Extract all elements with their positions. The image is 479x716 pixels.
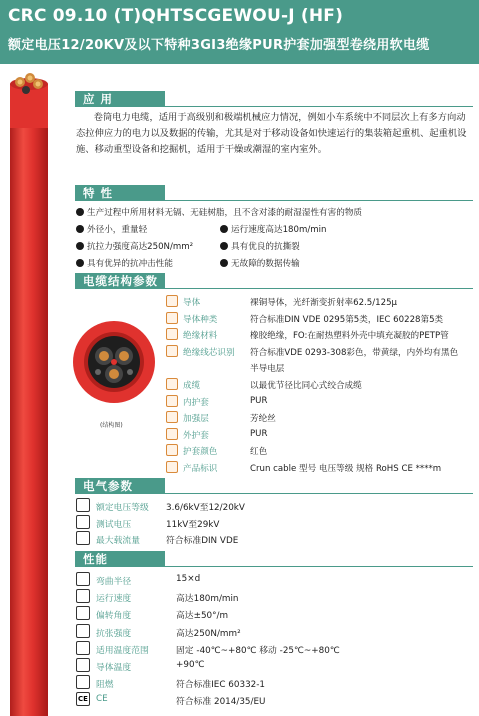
spec-label: 绝缘材料	[183, 331, 218, 342]
divider	[75, 200, 473, 201]
test-voltage-icon	[76, 515, 90, 529]
marking-icon	[166, 461, 178, 473]
speed-icon	[76, 589, 90, 603]
spec-label: 运行速度	[96, 594, 132, 605]
spec-value: PUR	[250, 395, 268, 406]
cross-section-diagram	[72, 320, 156, 404]
spec-label: 产品标识	[183, 464, 218, 474]
spec-value: 高达250N/mm²	[176, 628, 241, 639]
bullet-icon	[76, 242, 84, 250]
bullet-icon	[76, 208, 84, 216]
cable-illustration	[6, 64, 52, 716]
diagram-caption: (结构图)	[100, 422, 123, 429]
divider	[75, 288, 473, 289]
spec-label: 额定电压等级	[96, 503, 149, 513]
spec-label: 绝缘线芯识别	[183, 347, 235, 358]
feature-item: 抗拉力强度高达250N/mm²	[76, 240, 193, 252]
header-banner	[0, 0, 479, 64]
torsion-icon	[76, 606, 90, 620]
section-electrical: 电气参数	[75, 478, 165, 494]
divider	[75, 106, 473, 107]
current-capacity-icon	[76, 531, 90, 545]
spec-label: 测试电压	[96, 519, 132, 530]
spec-label: 外护套	[183, 430, 209, 441]
section-features: 特 性	[75, 185, 165, 201]
spec-value: 符合标准DIN VDE 0295第5类，IEC 60228第5类	[250, 314, 444, 325]
flame-icon	[76, 675, 90, 689]
reinforcement-icon	[166, 411, 178, 423]
stranding-icon	[166, 378, 178, 390]
spec-value: 半导电层	[250, 364, 285, 375]
application-text: 卷筒电力电缆，适用于高级别和极端机械应力情况，例如小车系统中不同层次上有多方向动态拉伸应力的电力以及数据的传输，尤其是对于移动设备如快速运行的集装箱起重机、起重机设施、移动重型设备和挖掘机，适用于干燥或潮湿的室内室外。	[76, 112, 467, 155]
product-code: CRC 09.10 (T)QHTSCGEWOU-J (HF)	[8, 6, 344, 26]
product-title: 额定电压12/20KV及以下特种3GI3绝缘PUR护套加强型卷绕用软电缆	[8, 38, 430, 53]
bullet-icon	[76, 225, 84, 233]
spec-label: 导体种类	[183, 314, 218, 325]
feature-item: 外径小，重量轻	[76, 223, 147, 235]
spec-value: 以最优节径比同心式绞合成缆	[250, 381, 362, 391]
feature-item: 具有优异的抗冲击性能	[76, 257, 173, 269]
spec-label: 适用温度范围	[96, 645, 149, 656]
spec-value: 橡胶绝缘，FO:在耐热塑料外壳中填充凝胶的PETP管	[250, 331, 449, 342]
spec-label: CE	[96, 694, 108, 705]
spec-label: 加强层	[183, 414, 209, 425]
spec-value: 符合标准 2014/35/EU	[176, 697, 266, 708]
spec-value: 红色	[250, 447, 268, 458]
spec-value: 高达±50°/m	[176, 611, 229, 622]
spec-value: 高达180m/min	[176, 594, 239, 605]
spec-value: 3.6/6kV至12/20kV	[166, 503, 245, 513]
spec-label: 阻燃	[96, 680, 114, 691]
bend-radius-icon	[76, 572, 90, 586]
ce-icon: CE	[76, 692, 90, 706]
outer-sheath-icon	[166, 428, 178, 440]
section-structure: 电缆结构参数	[75, 273, 165, 289]
spec-value: 裸铜导体，光纤渐变折射率62.5/125μ	[250, 298, 398, 308]
spec-value: 符合标准IEC 60332-1	[176, 680, 266, 691]
spec-label: 导体	[183, 298, 201, 308]
spec-value: 芳纶丝	[250, 414, 276, 425]
conductor-temp-icon	[76, 658, 90, 672]
section-performance: 性能	[75, 551, 165, 567]
bullet-icon	[220, 259, 228, 267]
divider	[75, 566, 473, 567]
tensile-icon	[76, 624, 90, 638]
spec-label: 内护套	[183, 397, 209, 408]
spec-label: 弯曲半径	[96, 577, 132, 587]
insulation-icon	[166, 328, 178, 340]
section-application: 应 用	[75, 91, 165, 107]
spec-value: 符合标准DIN VDE	[166, 536, 239, 546]
conductor-icon	[166, 295, 178, 307]
feature-item: 无故障的数据传输	[220, 257, 300, 269]
spec-label: 导体温度	[96, 663, 132, 673]
inner-sheath-icon	[166, 395, 178, 407]
spec-value: PUR	[250, 428, 268, 439]
voltage-rating-icon	[76, 498, 90, 512]
sheath-color-icon	[166, 444, 178, 456]
spec-value: 11kV至29kV	[166, 519, 220, 530]
conductor-type-icon	[166, 312, 178, 324]
spec-value: +90℃	[176, 660, 205, 670]
temp-range-icon	[76, 641, 90, 655]
spec-value: Crun cable 型号 电压等级 规格 RoHS CE ****m	[250, 464, 442, 474]
spec-value: 固定 -40℃~+80℃ 移动 -25℃~+80℃	[176, 645, 340, 656]
spec-value: 符合标准VDE 0293-308彩色，带黄绿，内外均有黑色	[250, 347, 459, 358]
spec-label: 护套颜色	[183, 447, 218, 458]
bullet-icon	[76, 259, 84, 267]
insulation-id-icon	[166, 345, 178, 357]
spec-value: 15×d	[176, 574, 201, 584]
bullet-icon	[220, 242, 228, 250]
spec-label: 抗张强度	[96, 628, 132, 639]
spec-label: 最大载流量	[96, 536, 140, 546]
feature-item: 运行速度高达180m/min	[220, 223, 326, 235]
spec-label: 偏转角度	[96, 611, 132, 622]
feature-item: 具有优良的抗撕裂	[220, 240, 300, 252]
spec-label: 成缆	[183, 381, 201, 391]
bullet-icon	[220, 225, 228, 233]
feature-item: 生产过程中所用材料无镉、无硅树脂，且不含对漆的耐湿湿性有害的物质	[76, 206, 362, 218]
divider	[75, 493, 473, 494]
